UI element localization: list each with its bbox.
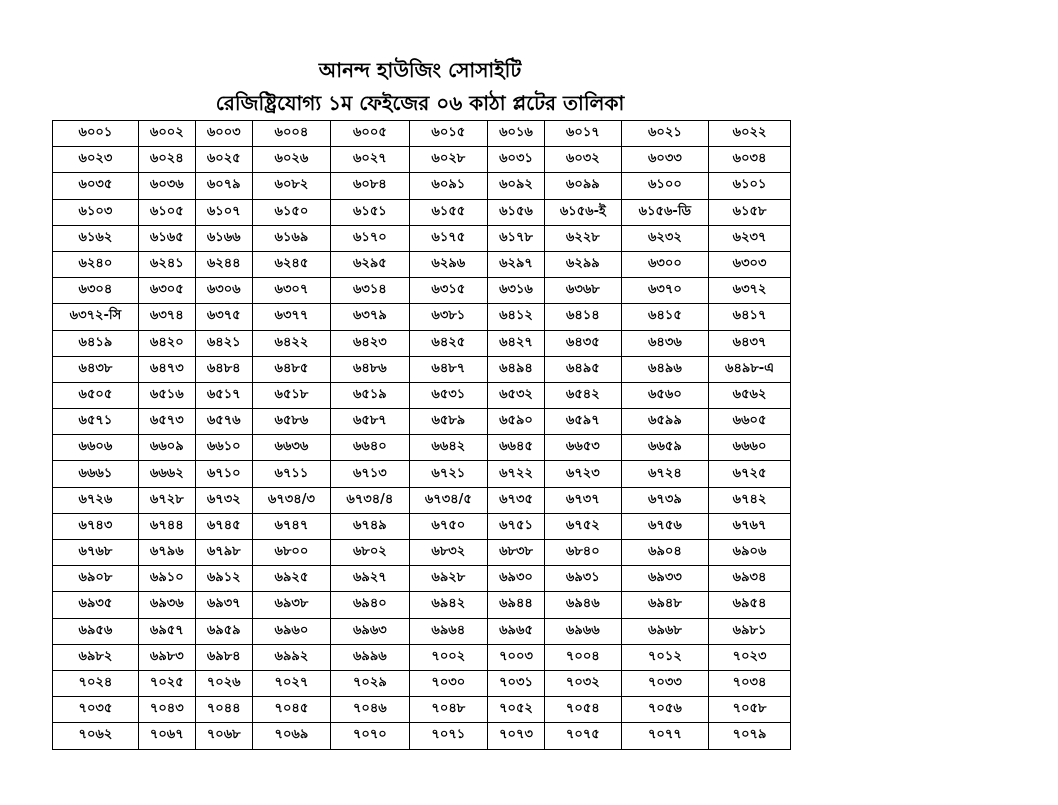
plot-number-cell: ৭০৩১ <box>488 670 545 696</box>
plot-number-cell: ৬৯৬৬ <box>544 618 621 644</box>
plot-number-cell: ৬৭৯৮ <box>195 540 252 566</box>
plot-number-cell: ৬৩৭৯ <box>331 304 409 330</box>
plot-number-cell: ৬৪৯৬ <box>621 356 708 382</box>
plot-number-cell: ৬৭৩৪/৩ <box>252 487 330 513</box>
plot-number-cell: ৬০০১ <box>53 121 139 147</box>
table-row <box>53 121 791 147</box>
plot-number-cell: ৬০০২ <box>138 121 195 147</box>
plot-number-cell: ৭০২৭ <box>252 670 330 696</box>
plot-number-cell: ৬১৫০ <box>252 199 330 225</box>
plot-number-cell: ৭০৪৮ <box>409 697 487 723</box>
plot-number-cell: ৬৯১২ <box>195 566 252 592</box>
plot-number-cell: ৬৫০৫ <box>53 382 139 408</box>
plot-number-cell: ৬৬৪৫ <box>488 435 545 461</box>
plot-number-cell: ৬৫৬০ <box>621 382 708 408</box>
plot-number-cell: ৬১৫৬-ই <box>544 199 621 225</box>
table-row <box>53 409 791 435</box>
plot-number-cell: ৭০৭১ <box>409 723 487 749</box>
table-row <box>53 435 791 461</box>
plot-number-cell: ৭০৫৬ <box>621 697 708 723</box>
plot-number-cell: ৬৬৩৬ <box>252 435 330 461</box>
plot-number-cell: ৬৭৩২ <box>195 487 252 513</box>
plot-number-cell: ৬৫৪২ <box>544 382 621 408</box>
plot-number-cell: ৬৭১৩ <box>331 461 409 487</box>
plot-number-cell: ৬৪২৭ <box>488 330 545 356</box>
plot-number-cell: ৭০৩৫ <box>53 697 139 723</box>
plot-number-cell: ৬৯২৭ <box>331 566 409 592</box>
plot-number-cell: ৬১০৫ <box>138 199 195 225</box>
plot-number-cell: ৬৪১২ <box>488 304 545 330</box>
plot-number-cell: ৬৭৪৩ <box>53 513 139 539</box>
plot-number-cell: ৬৭২১ <box>409 461 487 487</box>
plot-number-cell: ৬০৩৫ <box>53 173 139 199</box>
plot-number-cell: ৬২৪৪ <box>195 251 252 277</box>
plot-number-cell: ৭০০২ <box>409 644 487 670</box>
plot-number-cell: ৬৯৮৪ <box>195 644 252 670</box>
plot-number-cell: ৬৪৯৮-এ <box>709 356 791 382</box>
plot-number-cell: ৬৯৫৪ <box>709 592 791 618</box>
plot-number-cell: ৬৮৪০ <box>544 540 621 566</box>
plot-number-cell: ৬৫৭১ <box>53 409 139 435</box>
plot-number-cell: ৬১৭৮ <box>488 225 545 251</box>
plot-number-cell: ৬২৩৭ <box>709 225 791 251</box>
plot-number-cell: ৭০৩৩ <box>621 670 708 696</box>
plot-number-cell: ৬৫৭৩ <box>138 409 195 435</box>
plot-number-cell: ৬৯৪৬ <box>544 592 621 618</box>
plot-number-cell: ৬৪২৫ <box>409 330 487 356</box>
plot-number-cell: ৬৪৩৭ <box>709 330 791 356</box>
plot-number-cell: ৭০৫২ <box>488 697 545 723</box>
table-row <box>53 697 791 723</box>
table-row <box>53 225 791 251</box>
plot-number-cell: ৬৭১১ <box>252 461 330 487</box>
plot-number-cell: ৬৭৫০ <box>409 513 487 539</box>
plot-number-cell: ৬৬৪২ <box>409 435 487 461</box>
plot-number-cell: ৬৬০৬ <box>53 435 139 461</box>
plot-number-cell: ৬৬৬১ <box>53 461 139 487</box>
plot-number-cell: ৬৪৩৬ <box>621 330 708 356</box>
table-row <box>53 592 791 618</box>
plot-number-cell: ৭০৪৫ <box>252 697 330 723</box>
plot-number-cell: ৬০২৬ <box>252 147 330 173</box>
plot-number-cell: ৬৯৩৫ <box>53 592 139 618</box>
plot-number-cell: ৬৯৩১ <box>544 566 621 592</box>
plot-number-cell: ৬৩০৭ <box>252 278 330 304</box>
plot-number-cell: ৬০০৩ <box>195 121 252 147</box>
plot-number-cell: ৭০০৪ <box>544 644 621 670</box>
plot-number-cell: ৬৪৩৮ <box>53 356 139 382</box>
plot-number-cell: ৬৯৮১ <box>709 618 791 644</box>
plot-number-cell: ৬৩১৬ <box>488 278 545 304</box>
plot-number-cell: ৬৮০২ <box>331 540 409 566</box>
table-row <box>53 723 791 749</box>
plot-number-cell: ৭০৪৬ <box>331 697 409 723</box>
plot-number-cell: ৬৬১০ <box>195 435 252 461</box>
plot-number-cell: ৬০২৫ <box>195 147 252 173</box>
plot-number-cell: ৬৯৫৯ <box>195 618 252 644</box>
plot-number-cell: ৬৪৮৬ <box>331 356 409 382</box>
plot-number-cell: ৭০২৬ <box>195 670 252 696</box>
plot-number-cell: ৬৫৯০ <box>488 409 545 435</box>
table-row <box>53 173 791 199</box>
plot-number-cell: ৬৭৫১ <box>488 513 545 539</box>
plot-number-cell: ৭০৭৫ <box>544 723 621 749</box>
plot-number-cell: ৬২৪০ <box>53 251 139 277</box>
plot-number-cell: ৬৫৮৬ <box>252 409 330 435</box>
plot-number-cell: ৭০৩০ <box>409 670 487 696</box>
plot-number-cell: ৬২৯৬ <box>409 251 487 277</box>
plot-number-cell: ৬৫৩১ <box>409 382 487 408</box>
plot-number-cell: ৭০৬৮ <box>195 723 252 749</box>
plot-number-cell: ৭০৬৭ <box>138 723 195 749</box>
plot-number-cell: ৬৯৪২ <box>409 592 487 618</box>
plot-number-cell: ৭০৪৩ <box>138 697 195 723</box>
table-row <box>53 304 791 330</box>
plot-number-cell: ৬০৭৯ <box>195 173 252 199</box>
table-row <box>53 356 791 382</box>
table-row <box>53 147 791 173</box>
plot-number-cell: ৬৩১৫ <box>409 278 487 304</box>
plot-number-cell: ৬৭৩৫ <box>488 487 545 513</box>
plot-number-cell: ৬৯৯২ <box>252 644 330 670</box>
document-subtitle: রেজিষ্ট্রিযোগ্য ১ম ফেইজের ০৬ কাঠা প্লটের তালিকা <box>215 91 625 115</box>
plot-number-cell: ৬০৩২ <box>544 147 621 173</box>
plot-number-cell: ৬৪১৪ <box>544 304 621 330</box>
plot-number-cell: ৬৪১৭ <box>709 304 791 330</box>
plot-number-cell: ৬৪২২ <box>252 330 330 356</box>
plot-number-cell: ৬০২৮ <box>409 147 487 173</box>
plot-number-cell: ৬৯৬৪ <box>409 618 487 644</box>
plot-number-cell: ৬২৯৫ <box>331 251 409 277</box>
plot-number-cell: ৭০৩৪ <box>709 670 791 696</box>
plot-number-cell: ৬৭২৫ <box>709 461 791 487</box>
plot-number-cell: ৬৯৪৮ <box>621 592 708 618</box>
plot-number-cell: ৬৪২৩ <box>331 330 409 356</box>
plot-number-cell: ৬৪৩৫ <box>544 330 621 356</box>
plot-number-cell: ৬১৬৯ <box>252 225 330 251</box>
plot-number-cell: ৬০৩৪ <box>709 147 791 173</box>
plot-number-cell: ৬৪৮৭ <box>409 356 487 382</box>
plot-number-cell: ৬৩৬৮ <box>544 278 621 304</box>
plot-number-cell: ৬৮৩২ <box>409 540 487 566</box>
plot-number-cell: ৬০২৩ <box>53 147 139 173</box>
plot-number-cell: ৬৩৭৫ <box>195 304 252 330</box>
plot-number-cell: ৬৩০৫ <box>138 278 195 304</box>
document-title: আনন্দ হাউজিং সোসাইটি <box>318 58 522 82</box>
plot-number-cell: ৬৬৪০ <box>331 435 409 461</box>
plot-number-cell: ৬৭২৪ <box>621 461 708 487</box>
plot-number-cell: ৬৯৩৩ <box>621 566 708 592</box>
plot-number-cell: ৬২৪১ <box>138 251 195 277</box>
plot-number-cell: ৬৭৫২ <box>544 513 621 539</box>
plot-number-cell: ৬৩৭২-সি <box>53 304 139 330</box>
plot-number-cell: ৬৫১৭ <box>195 382 252 408</box>
table-row <box>53 487 791 513</box>
plot-number-cell: ৬৫৯৭ <box>544 409 621 435</box>
plot-number-cell: ৬৯৩০ <box>488 566 545 592</box>
plot-number-cell: ৬০৩১ <box>488 147 545 173</box>
plot-number-cell: ৬৫৮৭ <box>331 409 409 435</box>
plot-number-cell: ৬৫৬২ <box>709 382 791 408</box>
plot-number-cell: ৬৯০৪ <box>621 540 708 566</box>
plot-number-cell: ৬৮০০ <box>252 540 330 566</box>
plot-number-cell: ৬৯৫৭ <box>138 618 195 644</box>
plot-number-cell: ৬৫৩২ <box>488 382 545 408</box>
plot-number-cell: ৭০১২ <box>621 644 708 670</box>
plot-number-cell: ৬৭৪২ <box>709 487 791 513</box>
plot-number-cell: ৬৩০০ <box>621 251 708 277</box>
plot-number-cell: ৬৩৮১ <box>409 304 487 330</box>
plot-number-cell: ৬১৫৬ <box>488 199 545 225</box>
table-row <box>53 540 791 566</box>
plot-number-cell: ৬৬০৫ <box>709 409 791 435</box>
plot-number-cell: ৬৭৩৭ <box>544 487 621 513</box>
plot-number-cell: ৬১৭০ <box>331 225 409 251</box>
plot-number-cell: ৬১৫১ <box>331 199 409 225</box>
plot-number-cell: ৬১৫৮ <box>709 199 791 225</box>
plot-number-cell: ৬৭৩৯ <box>621 487 708 513</box>
plot-number-cell: ৬৭৪৫ <box>195 513 252 539</box>
plot-number-cell: ৭০২৪ <box>53 670 139 696</box>
plot-number-cell: ৬২৯৯ <box>544 251 621 277</box>
plot-number-cell: ৬০৮৪ <box>331 173 409 199</box>
plot-number-cell: ৬০০৫ <box>331 121 409 147</box>
plot-number-cell: ৬০২১ <box>621 121 708 147</box>
plot-number-cell: ৬০৩৩ <box>621 147 708 173</box>
table-row <box>53 251 791 277</box>
plot-number-cell: ৬৭৬৭ <box>709 513 791 539</box>
plot-number-cell: ৬৮৩৮ <box>488 540 545 566</box>
plot-number-cell: ৬০৯২ <box>488 173 545 199</box>
plot-number-cell: ৬৯৯৬ <box>331 644 409 670</box>
plot-number-cell: ৭০৭৩ <box>488 723 545 749</box>
plot-number-cell: ৬৯৬৫ <box>488 618 545 644</box>
plot-number-cell: ৬১০০ <box>621 173 708 199</box>
plot-number-cell: ৬৭৯৬ <box>138 540 195 566</box>
plot-number-cell: ৭০২৩ <box>709 644 791 670</box>
plot-number-cell: ৬৫১৯ <box>331 382 409 408</box>
plot-number-cell: ৬৬৬২ <box>138 461 195 487</box>
plot-number-cell: ৬৫৮৯ <box>409 409 487 435</box>
plot-number-cell: ৬৭১০ <box>195 461 252 487</box>
plot-number-cell: ৬৫১৬ <box>138 382 195 408</box>
plot-number-cell: ৬৩৭২ <box>709 278 791 304</box>
plot-number-cell: ৬২৪৫ <box>252 251 330 277</box>
plot-number-cell: ৭০৫৪ <box>544 697 621 723</box>
plot-number-cell: ৬০৩৬ <box>138 173 195 199</box>
plot-number-cell: ৬০১৫ <box>409 121 487 147</box>
plot-number-cell: ৬৪৯৪ <box>488 356 545 382</box>
plot-number-cell: ৬১৬৫ <box>138 225 195 251</box>
plot-number-cell: ৬৪২০ <box>138 330 195 356</box>
plot-number-cell: ৬৯৩৪ <box>709 566 791 592</box>
plot-number-cell: ৬২৩২ <box>621 225 708 251</box>
plot-number-cell: ৬৭২৮ <box>138 487 195 513</box>
table-row <box>53 670 791 696</box>
plot-number-cell: ৬৬৫৩ <box>544 435 621 461</box>
plot-number-cell: ৬২৯৭ <box>488 251 545 277</box>
plot-number-cell: ৬৬৫৯ <box>621 435 708 461</box>
plot-number-cell: ৬৯৪৪ <box>488 592 545 618</box>
plot-number-cell: ৬৩০৪ <box>53 278 139 304</box>
plot-number-cell: ৬১০১ <box>709 173 791 199</box>
table-row <box>53 618 791 644</box>
plot-number-cell: ৬৭৩৪/৪ <box>331 487 409 513</box>
plot-number-cell: ৬০৯৯ <box>544 173 621 199</box>
plot-number-cell: ৬৭২৬ <box>53 487 139 513</box>
table-row <box>53 330 791 356</box>
plot-number-cell: ৬৫১৮ <box>252 382 330 408</box>
plot-number-cell: ৬৩৭০ <box>621 278 708 304</box>
plot-number-cell: ৬৭২২ <box>488 461 545 487</box>
plot-number-cell: ৬৪৯৫ <box>544 356 621 382</box>
plot-number-cell: ৬৯৩৬ <box>138 592 195 618</box>
plot-number-cell: ৬৭২৩ <box>544 461 621 487</box>
plot-number-cell: ৬০০৪ <box>252 121 330 147</box>
plot-number-cell: ৬৯৩৭ <box>195 592 252 618</box>
plot-number-cell: ৬৪৮৪ <box>195 356 252 382</box>
plot-number-cell: ৭০২৯ <box>331 670 409 696</box>
plot-number-cell: ৭০৬২ <box>53 723 139 749</box>
table-row <box>53 278 791 304</box>
table-row <box>53 513 791 539</box>
table-row <box>53 199 791 225</box>
table-row <box>53 566 791 592</box>
plot-number-cell: ৬৭৪৪ <box>138 513 195 539</box>
plot-number-cell: ৬৩০৬ <box>195 278 252 304</box>
plot-number-cell: ৬০২৭ <box>331 147 409 173</box>
plot-number-cell: ৬৯৬৮ <box>621 618 708 644</box>
plot-number-cell: ৬০৮২ <box>252 173 330 199</box>
plot-number-cell: ৬৩৭৭ <box>252 304 330 330</box>
plot-number-cell: ৬১৫৫ <box>409 199 487 225</box>
plot-number-cell: ৬৭৪৯ <box>331 513 409 539</box>
plot-number-cell: ৬১০৭ <box>195 199 252 225</box>
plot-number-cell: ৬৫৯৯ <box>621 409 708 435</box>
plot-number-cell: ৭০৩২ <box>544 670 621 696</box>
plot-number-cell: ৬৪৭৩ <box>138 356 195 382</box>
plot-number-cell: ৬৩১৪ <box>331 278 409 304</box>
table-row <box>53 644 791 670</box>
plot-number-cell: ৬৭৬৮ <box>53 540 139 566</box>
plot-number-cell: ৬৭৫৬ <box>621 513 708 539</box>
plot-number-cell: ৭০২৫ <box>138 670 195 696</box>
plot-number-cell: ৬৯২৮ <box>409 566 487 592</box>
plot-number-cell: ৬৯৪০ <box>331 592 409 618</box>
plot-number-cell: ৬৯২৫ <box>252 566 330 592</box>
plot-number-cell: ৬৪২১ <box>195 330 252 356</box>
plot-number-cell: ৭০৬৯ <box>252 723 330 749</box>
plot-number-cell: ৬০২২ <box>709 121 791 147</box>
plot-number-cell: ৬৯৫৬ <box>53 618 139 644</box>
plot-number-cell: ৬৬০৯ <box>138 435 195 461</box>
plot-number-cell: ৭০৭৯ <box>709 723 791 749</box>
plot-number-cell: ৬১৫৬-ডি <box>621 199 708 225</box>
plot-number-cell: ৬০২৪ <box>138 147 195 173</box>
plot-number-cell: ৭০৪৪ <box>195 697 252 723</box>
plot-number-cell: ৬০৯১ <box>409 173 487 199</box>
plot-number-cell: ৬৯১০ <box>138 566 195 592</box>
plot-number-cell: ৬১৬৬ <box>195 225 252 251</box>
plot-number-cell: ৬৯৩৮ <box>252 592 330 618</box>
plot-number-cell: ৬২২৮ <box>544 225 621 251</box>
plot-number-cell: ৬৩৭৪ <box>138 304 195 330</box>
plot-number-cell: ৬৪৮৫ <box>252 356 330 382</box>
plot-number-cell: ৬৪১৯ <box>53 330 139 356</box>
table-row <box>53 382 791 408</box>
plot-number-cell: ৬১০৩ <box>53 199 139 225</box>
plot-list-table <box>52 120 791 750</box>
plot-number-cell: ৬৯০৮ <box>53 566 139 592</box>
plot-number-cell: ৭০০৩ <box>488 644 545 670</box>
plot-number-cell: ৬৯৮২ <box>53 644 139 670</box>
plot-number-cell: ৭০৭০ <box>331 723 409 749</box>
plot-number-cell: ৬৪১৫ <box>621 304 708 330</box>
plot-number-cell: ৬৯৮৩ <box>138 644 195 670</box>
plot-number-cell: ৬৭৪৭ <box>252 513 330 539</box>
plot-number-cell: ৭০৫৮ <box>709 697 791 723</box>
plot-number-cell: ৬৭৩৪/৫ <box>409 487 487 513</box>
plot-number-cell: ৬৫৭৬ <box>195 409 252 435</box>
plot-number-cell: ৬১৬২ <box>53 225 139 251</box>
plot-number-cell: ৬১৭৫ <box>409 225 487 251</box>
plot-number-cell: ৬৯৬৩ <box>331 618 409 644</box>
plot-number-cell: ৬৬৬০ <box>709 435 791 461</box>
plot-number-cell: ৬৯৬০ <box>252 618 330 644</box>
table-row <box>53 461 791 487</box>
plot-number-cell: ৬৯০৬ <box>709 540 791 566</box>
plot-number-cell: ৬৩০৩ <box>709 251 791 277</box>
plot-number-cell: ৭০৭৭ <box>621 723 708 749</box>
plot-number-cell: ৬০১৬ <box>488 121 545 147</box>
plot-number-cell: ৬০১৭ <box>544 121 621 147</box>
